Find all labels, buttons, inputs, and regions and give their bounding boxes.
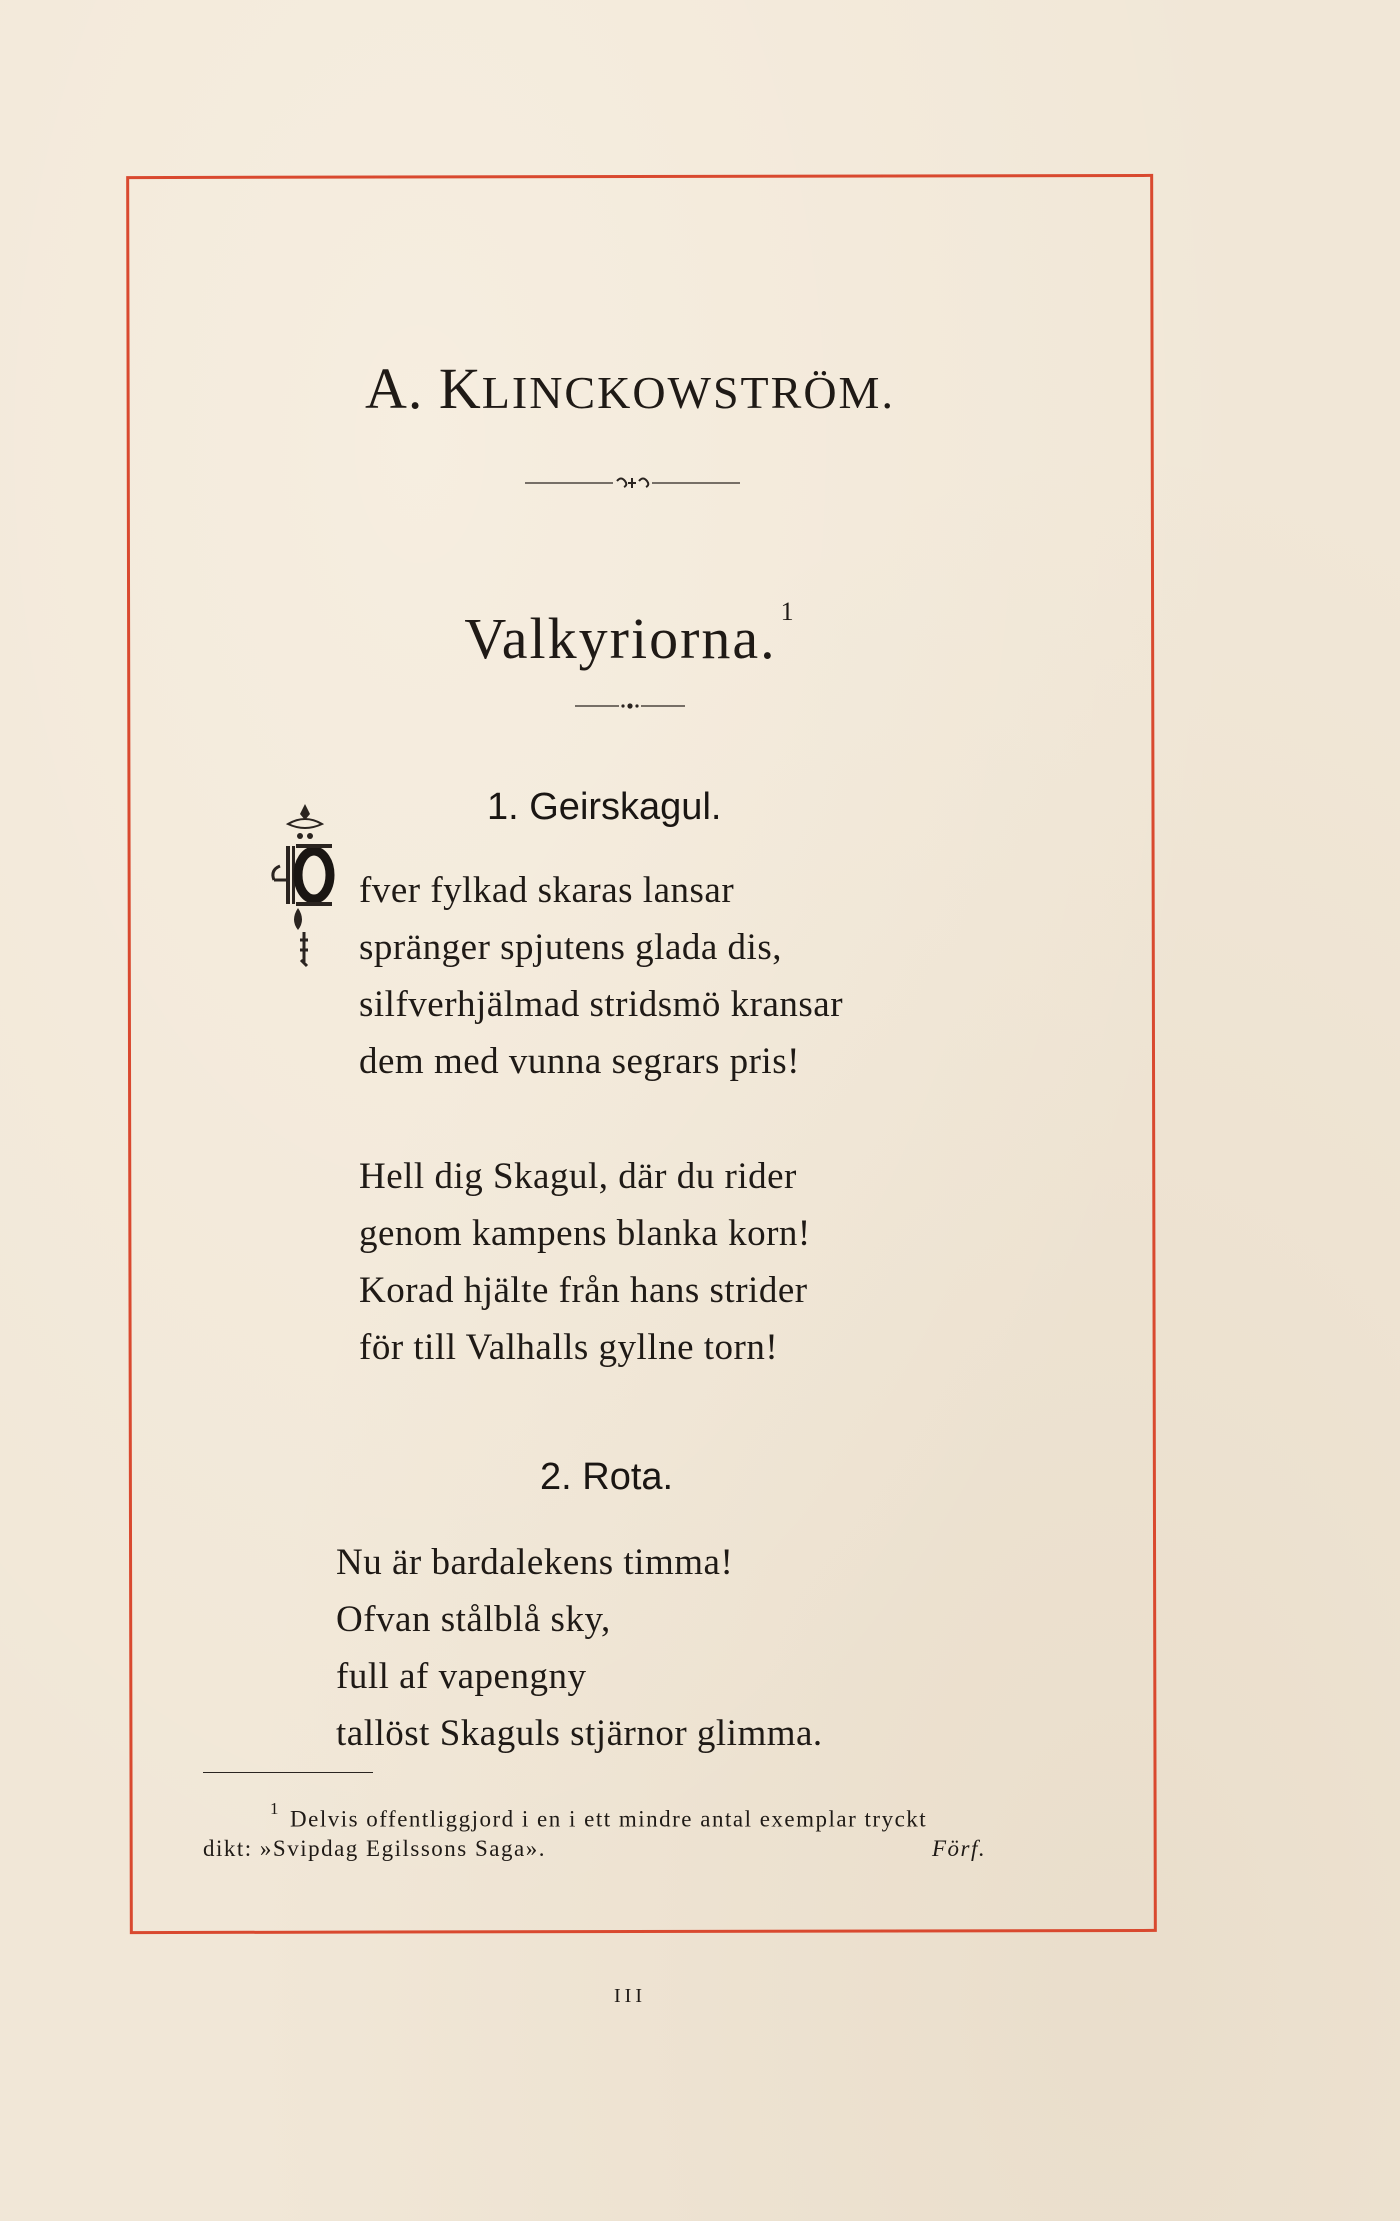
poem-title	[0, 596, 1260, 671]
poem-title-text: Valkyriorna.	[464, 606, 777, 671]
stanza-1	[359, 862, 843, 1090]
section-heading-geirskagul: 1. Geirskagul.	[487, 786, 722, 828]
section-heading-rota: 2. Rota.	[540, 1456, 674, 1498]
stanza-2	[359, 1148, 811, 1376]
author-initial: A. K	[365, 356, 482, 421]
decorated-initial-o-icon	[270, 800, 340, 980]
footnote-line-2: dikt: »Svipdag Egilssons Saga».	[203, 1836, 546, 1861]
verse-line: Nu är bardalekens timma!	[336, 1542, 734, 1583]
title-footnote-mark: 1	[780, 596, 796, 626]
verse-line: silfverhjälmad stridsmö kransar	[359, 984, 844, 1025]
footnote-signature: Förf.	[932, 1836, 987, 1861]
verse-line: Ofvan stålblå sky,	[336, 1599, 611, 1640]
verse-line: för till Valhalls gyllne torn!	[359, 1327, 779, 1368]
footnote-text-1: Delvis offentliggjord i en i ett mindre antal exemplar tryckt	[290, 1806, 928, 1832]
verse-line: spränger spjutens glada dis,	[359, 927, 782, 968]
author-surname: LINCKOWSTRÖM.	[481, 367, 895, 418]
stanza-3	[336, 1534, 823, 1762]
ornamental-rule-icon	[525, 476, 740, 490]
dotted-rule-icon	[575, 701, 685, 711]
verse-line: Korad hjälte från hans strider	[359, 1270, 808, 1311]
verse-line: genom kampens blanka korn!	[359, 1213, 811, 1254]
page-number: III	[614, 1985, 646, 2007]
verse-line: tallöst Skaguls stjärnor glimma.	[336, 1713, 823, 1754]
verse-line: full af vapengny	[336, 1656, 587, 1697]
footnote-divider	[203, 1772, 373, 1773]
verse-line: dem med vunna segrars pris!	[359, 1041, 800, 1082]
verse-line: fver fylkad skaras lansar	[359, 870, 735, 911]
verse-line: Hell dig Skagul, där du rider	[359, 1156, 797, 1197]
footnote-mark: 1	[270, 1799, 280, 1818]
author-name	[0, 356, 1260, 421]
